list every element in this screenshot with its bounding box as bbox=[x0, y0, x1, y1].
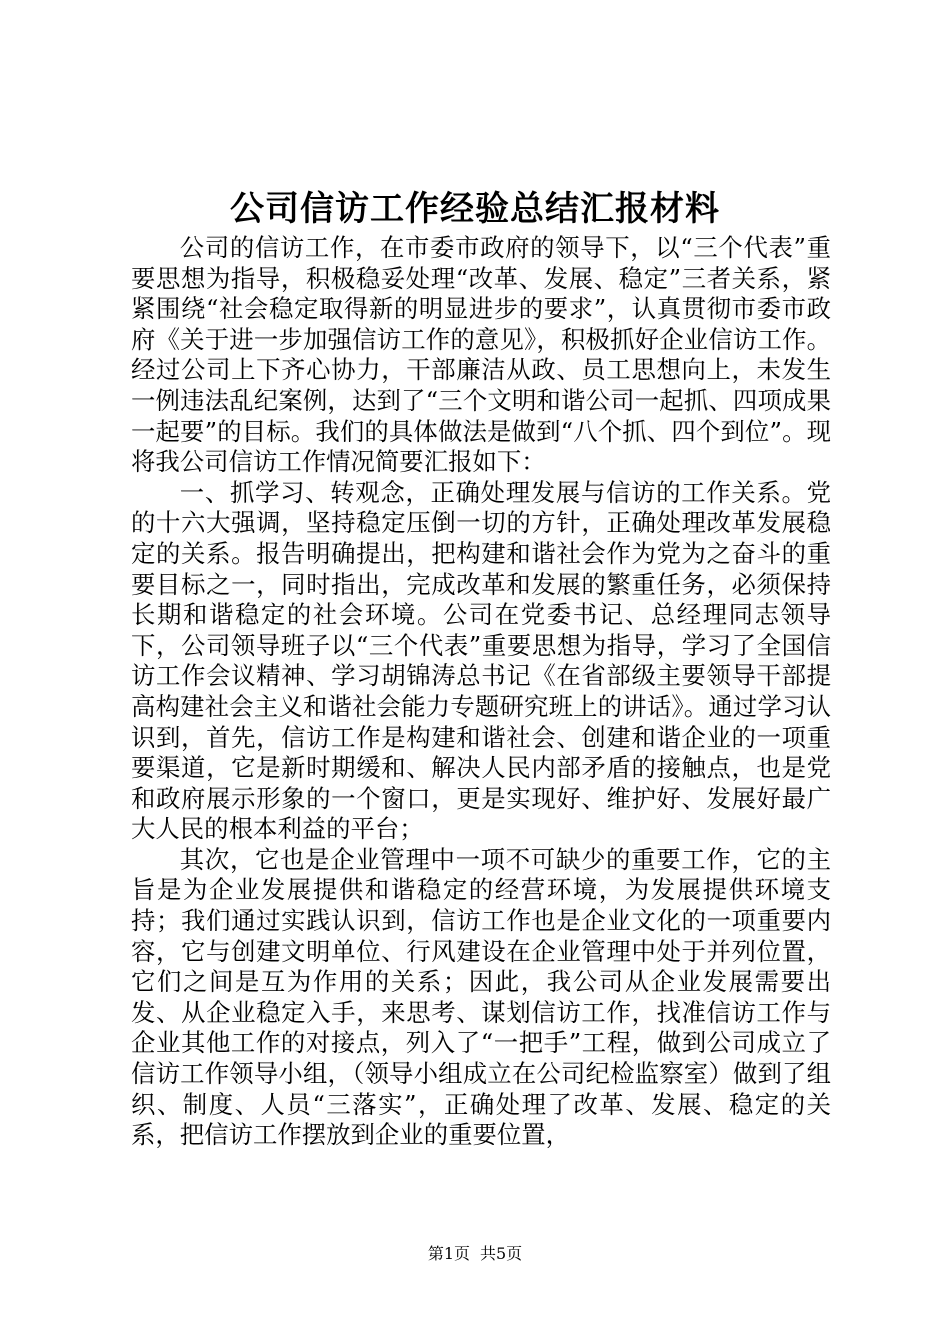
document-title: 公司信访工作经验总结汇报材料 bbox=[230, 189, 720, 229]
paragraph: 其次，它也是企业管理中一项不可缺少的重要工作，它的主旨是为企业发展提供和谐稳定的经营环境，为发展提供环境支持；我们通过实践认识到，信访工作也是企业文化的一项重要内容，它与创建文明单位、行风建设在企业管理中处于并列位置，它们之间是互为作用的关系；因此，我公司从企业发展需要出发、从企业稳定入手，来思考、谋划信访工作，找准信访工作与企业其他工作的对接点，列入了“一把手”工程，做到公司成立了信访工作领导小组，（领导小组成立在公司纪检监察室）做到了组织、制度、人员“三落实”，正确处理了改革、发展、稳定的关系，把信访工作摆放到企业的重要位置， bbox=[131, 844, 831, 1150]
paragraph: 公司的信访工作，在市委市政府的领导下，以“三个代表”重要思想为指导，积极稳妥处理“改革、发展、稳定”三者关系，紧紧围绕“社会稳定取得新的明显进步的要求”，认真贯彻市委市政府《关于进一步加强信访工作的意见》，积极抓好企业信访工作。经过公司上下齐心协力，干部廉洁从政、员工思想向上，未发生一例违法乱纪案例，达到了“三个文明和谐公司一起抓、四项成果一起要”的目标。我们的具体做法是做到“八个抓、四个到位”。现将我公司信访工作情况简要汇报如下： bbox=[131, 233, 831, 477]
document-body bbox=[131, 233, 831, 1151]
page-total: 共5页 bbox=[480, 1244, 523, 1263]
paragraph: 一、抓学习、转观念，正确处理发展与信访的工作关系。党的十六大强调，坚持稳定压倒一切的方针，正确处理改革发展稳定的关系。报告明确提出，把构建和谐社会作为党为之奋斗的重要目标之一，同时指出，完成改革和发展的繁重任务，必须保持长期和谐稳定的社会环境。公司在党委书记、总经理同志领导下，公司领导班子以“三个代表”重要思想为指导，学习了全国信访工作会议精神、学习胡锦涛总书记《在省部级主要领导干部提高构建社会主义和谐社会能力专题研究班上的讲话》。通过学习认识到，首先，信访工作是构建和谐社会、创建和谐企业的一项重要渠道，它是新时期缓和、解决人民内部矛盾的接触点，也是党和政府展示形象的一个窗口，更是实现好、维护好、发展好最广大人民的根本利益的平台； bbox=[131, 477, 831, 844]
page-number: 第1页 bbox=[427, 1244, 470, 1263]
page-footer bbox=[0, 1244, 950, 1264]
